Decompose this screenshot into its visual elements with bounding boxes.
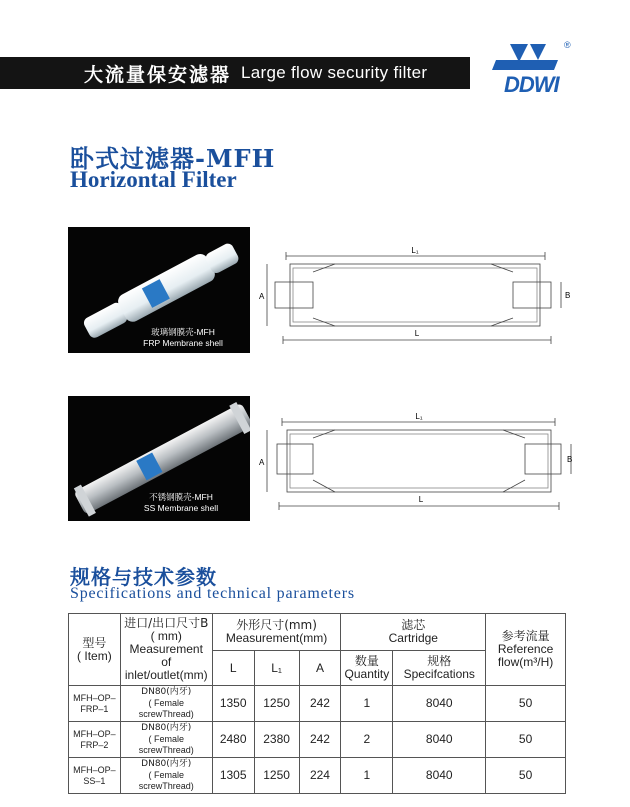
- header-cart-en: Cartridge: [388, 631, 438, 645]
- table-header-row: [69, 614, 566, 651]
- subheader-spec-en: Specifcations: [403, 667, 475, 681]
- subheader-quantity: [341, 651, 393, 686]
- header-io-unit: ( mm): [150, 629, 182, 643]
- cell-io-line1: DN80(内牙): [141, 723, 192, 733]
- subheader-qty-en: Quantity: [344, 667, 390, 681]
- logo-mark-icon: [488, 40, 568, 74]
- header-io-cn: 进口/出口尺寸B: [124, 616, 209, 630]
- cell-l1: 1250: [254, 758, 299, 794]
- cell-quantity: 1: [341, 686, 393, 722]
- ddwi-logo: [488, 40, 598, 100]
- header-item: [69, 614, 121, 686]
- subheader-l1: L₁: [254, 651, 299, 686]
- header-inlet-outlet: [120, 614, 212, 686]
- cell-item-line2: FRP–2: [80, 739, 109, 750]
- product-title-cn: 卧式过滤器-MFH: [70, 144, 276, 173]
- specs-title-cn: 规格与技术参数: [70, 565, 217, 589]
- product-title-en: Horizontal Filter: [70, 167, 237, 192]
- header-bar: [0, 57, 470, 89]
- table-row: [69, 722, 566, 758]
- header-item-cn: 型号: [82, 635, 107, 650]
- ss-photo-caption: [126, 492, 236, 514]
- specs-title-en: Specifications and technical parameters: [70, 585, 355, 602]
- cell-item-line1: MFH–OP–: [73, 692, 116, 703]
- drawing1-label-l: L: [414, 329, 420, 338]
- cell-io-line1: DN80(内牙): [141, 759, 192, 769]
- header-dim-en: Measurement(mm): [225, 631, 328, 645]
- frp-caption-cn: 玻璃钢膜壳-MFH: [151, 327, 215, 337]
- header-flow-cn: 参考流量: [501, 629, 550, 643]
- cell-spec: 8040: [393, 722, 486, 758]
- drawing2-label-b: B: [567, 455, 573, 464]
- cell-l: 2480: [212, 722, 254, 758]
- cell-l1: 2380: [254, 722, 299, 758]
- header-io-en2: of: [161, 655, 172, 669]
- cell-l: 1305: [212, 758, 254, 794]
- subheader-a: A: [299, 651, 341, 686]
- cell-quantity: 2: [341, 722, 393, 758]
- frp-caption-en: FRP Membrane shell: [143, 338, 223, 348]
- frp-photo-caption: [128, 327, 238, 349]
- cell-flow: 50: [486, 758, 566, 794]
- header-io-en1: Measurement: [129, 642, 203, 656]
- subheader-l: L: [212, 651, 254, 686]
- cell-item: [69, 686, 121, 722]
- header-title-en: Large flow security filter: [241, 63, 428, 82]
- drawing1-label-a: A: [259, 292, 265, 301]
- header-flow: [486, 614, 566, 686]
- cell-inlet-outlet: [120, 758, 212, 794]
- cell-quantity: 1: [341, 758, 393, 794]
- drawing1-label-b: B: [565, 291, 571, 300]
- drawing2-label-l: L: [418, 495, 424, 504]
- header-cart-cn: 滤芯: [401, 618, 426, 632]
- subheader-spec-cn: 规格: [427, 654, 452, 668]
- header-dimensions: [212, 614, 341, 651]
- header-io-en3: inlet/outlet(mm): [124, 668, 208, 682]
- cell-l1: 1250: [254, 686, 299, 722]
- cell-item-line1: MFH–OP–: [73, 764, 116, 775]
- cell-io-line2: ( Female screwThread): [138, 698, 194, 719]
- registered-mark: ®: [564, 40, 571, 50]
- cell-l: 1350: [212, 686, 254, 722]
- frp-membrane-photo: [68, 227, 250, 353]
- spec-table: [68, 613, 566, 794]
- cell-item-line2: FRP–1: [80, 703, 109, 714]
- cell-io-line2: ( Female screwThread): [138, 734, 194, 755]
- drawing2-label-a: A: [259, 458, 265, 467]
- logo-wordmark: DDWI: [504, 72, 559, 97]
- ss-caption-en: SS Membrane shell: [143, 503, 219, 513]
- subheader-qty-cn: 数量: [354, 654, 379, 668]
- cell-flow: 50: [486, 686, 566, 722]
- ss-caption-cn: 不锈钢膜壳-MFH: [149, 492, 213, 502]
- header-flow-en1: Reference: [497, 642, 554, 656]
- cell-item: [69, 758, 121, 794]
- cell-a: 242: [299, 722, 341, 758]
- drawing1-label-l1: L₁: [411, 246, 419, 255]
- cell-io-line2: ( Female screwThread): [138, 770, 194, 791]
- cell-inlet-outlet: [120, 722, 212, 758]
- ss-membrane-photo: [68, 396, 250, 521]
- cell-item-line2: SS–1: [83, 775, 106, 786]
- ss-technical-drawing: [255, 408, 585, 516]
- table-row: [69, 686, 566, 722]
- cell-a: 224: [299, 758, 341, 794]
- header-flow-en2: flow(m³/H): [497, 655, 554, 669]
- subheader-spec: [393, 651, 486, 686]
- header-title-cn: 大流量保安滤器: [84, 63, 232, 86]
- drawing2-label-l1: L₁: [415, 412, 423, 421]
- cell-inlet-outlet: [120, 686, 212, 722]
- cell-io-line1: DN80(内牙): [141, 687, 192, 697]
- cell-item: [69, 722, 121, 758]
- cell-spec: 8040: [393, 758, 486, 794]
- header-item-en: ( Item): [77, 648, 112, 663]
- cell-item-line1: MFH–OP–: [73, 728, 116, 739]
- table-row: [69, 758, 566, 794]
- header-dim-cn: 外形尺寸(mm): [236, 618, 317, 632]
- frp-technical-drawing: [255, 242, 585, 350]
- cell-flow: 50: [486, 722, 566, 758]
- cell-spec: 8040: [393, 686, 486, 722]
- cell-a: 242: [299, 686, 341, 722]
- header-cartridge: [341, 614, 486, 651]
